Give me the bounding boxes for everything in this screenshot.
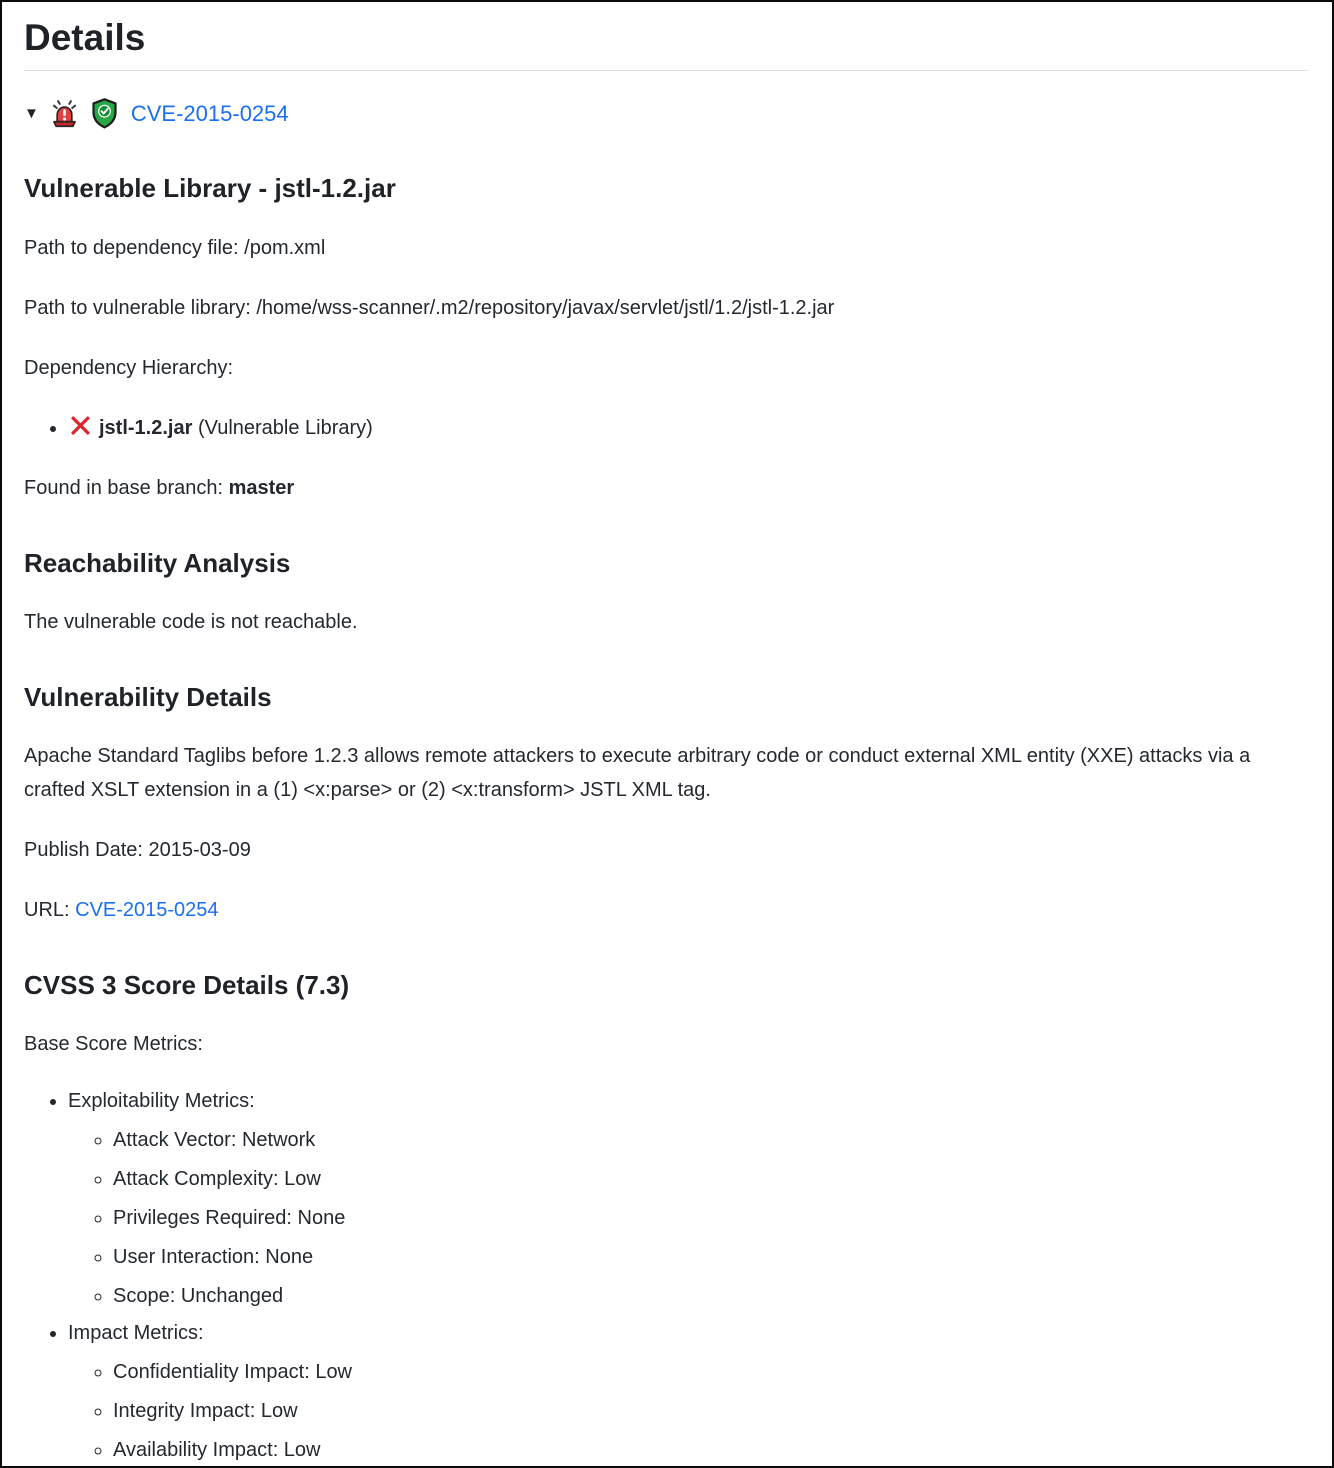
path-to-vulnerable-library: [24, 291, 1308, 325]
reachability-text: The vulnerable code is not reachable.: [24, 610, 358, 633]
found-in-base-branch: [24, 471, 1308, 505]
shield-check-icon: [88, 97, 121, 130]
vulnerable-library-heading: Vulnerable Library - jstl-1.2.jar: [24, 173, 396, 204]
exploitability-metrics-group: [68, 1085, 1308, 1313]
siren-icon: [48, 97, 81, 130]
metric-attack-vector: ◦ Attack Vector: Network: [113, 1124, 1308, 1157]
exploitability-metrics-label: Exploitability Metrics:: [68, 1090, 255, 1113]
dep-file-value: /pom.xml: [244, 236, 326, 259]
cve-url-link[interactable]: CVE-2015-0254: [75, 898, 219, 921]
impact-metrics-group: [68, 1317, 1308, 1467]
base-branch-value: master: [228, 476, 295, 499]
impact-metrics-label: Impact Metrics:: [68, 1322, 204, 1345]
metric-availability-impact: ◦ Availability Impact: Low: [113, 1434, 1308, 1467]
cvss-metrics-list: [24, 1085, 1308, 1467]
page-title: Details: [24, 16, 1308, 71]
publish-date-label: Publish Date:: [24, 838, 149, 861]
cve-link[interactable]: CVE-2015-0254: [130, 100, 289, 126]
publish-date-value: 2015-03-09: [148, 838, 251, 861]
metric-integrity-impact: ◦ Integrity Impact: Low: [113, 1395, 1308, 1428]
dependency-item: [68, 411, 1308, 445]
metric-privileges-required: ◦ Privileges Required: None: [113, 1202, 1308, 1235]
dependency-hierarchy-list: [24, 411, 1308, 445]
red-cross-icon: [68, 413, 93, 438]
chevron-down-icon[interactable]: ▼: [24, 105, 39, 123]
vuln-lib-path-label: Path to vulnerable library:: [24, 296, 257, 319]
exploitability-metrics-sublist: [68, 1124, 1308, 1313]
vuln-lib-path-value: /home/wss-scanner/.m2/repository/javax/servlet/jstl/1.2/jstl-1.2.jar: [256, 296, 835, 319]
path-to-dependency-file: [24, 231, 1308, 265]
metric-attack-complexity: ◦ Attack Complexity: Low: [113, 1163, 1308, 1196]
details-panel: [2, 2, 1332, 1467]
cve-summary-row[interactable]: [24, 97, 1308, 130]
url-label: URL:: [24, 898, 76, 921]
url-row: [24, 893, 1308, 927]
base-branch-label: Found in base branch:: [24, 476, 229, 499]
impact-metrics-sublist: [68, 1356, 1308, 1467]
metric-confidentiality-impact: ◦ Confidentiality Impact: Low: [113, 1356, 1308, 1389]
base-score-metrics-label: Base Score Metrics:: [24, 1033, 203, 1056]
cvss-heading: CVSS 3 Score Details (7.3): [24, 969, 350, 1000]
vulnerability-details-heading: Vulnerability Details: [24, 681, 272, 712]
dependency-hierarchy-label: Dependency Hierarchy:: [24, 356, 233, 379]
dependency-name: jstl-1.2.jar: [99, 416, 193, 439]
vulnerability-description: Apache Standard Taglibs before 1.2.3 allows remote attackers to execute arbitrary code or conduct external XML entity (XXE) attacks via a crafted XSLT extension in a (1) <x:parse> or (2) <x:transform> JSTL XML tag.: [24, 744, 1251, 801]
metric-scope: ◦ Scope: Unchanged: [113, 1280, 1308, 1313]
dependency-suffix: (Vulnerable Library): [192, 416, 373, 439]
metric-user-interaction: ◦ User Interaction: None: [113, 1241, 1308, 1274]
reachability-heading: Reachability Analysis: [24, 547, 291, 578]
publish-date: [24, 833, 1308, 867]
dep-file-label: Path to dependency file:: [24, 236, 245, 259]
